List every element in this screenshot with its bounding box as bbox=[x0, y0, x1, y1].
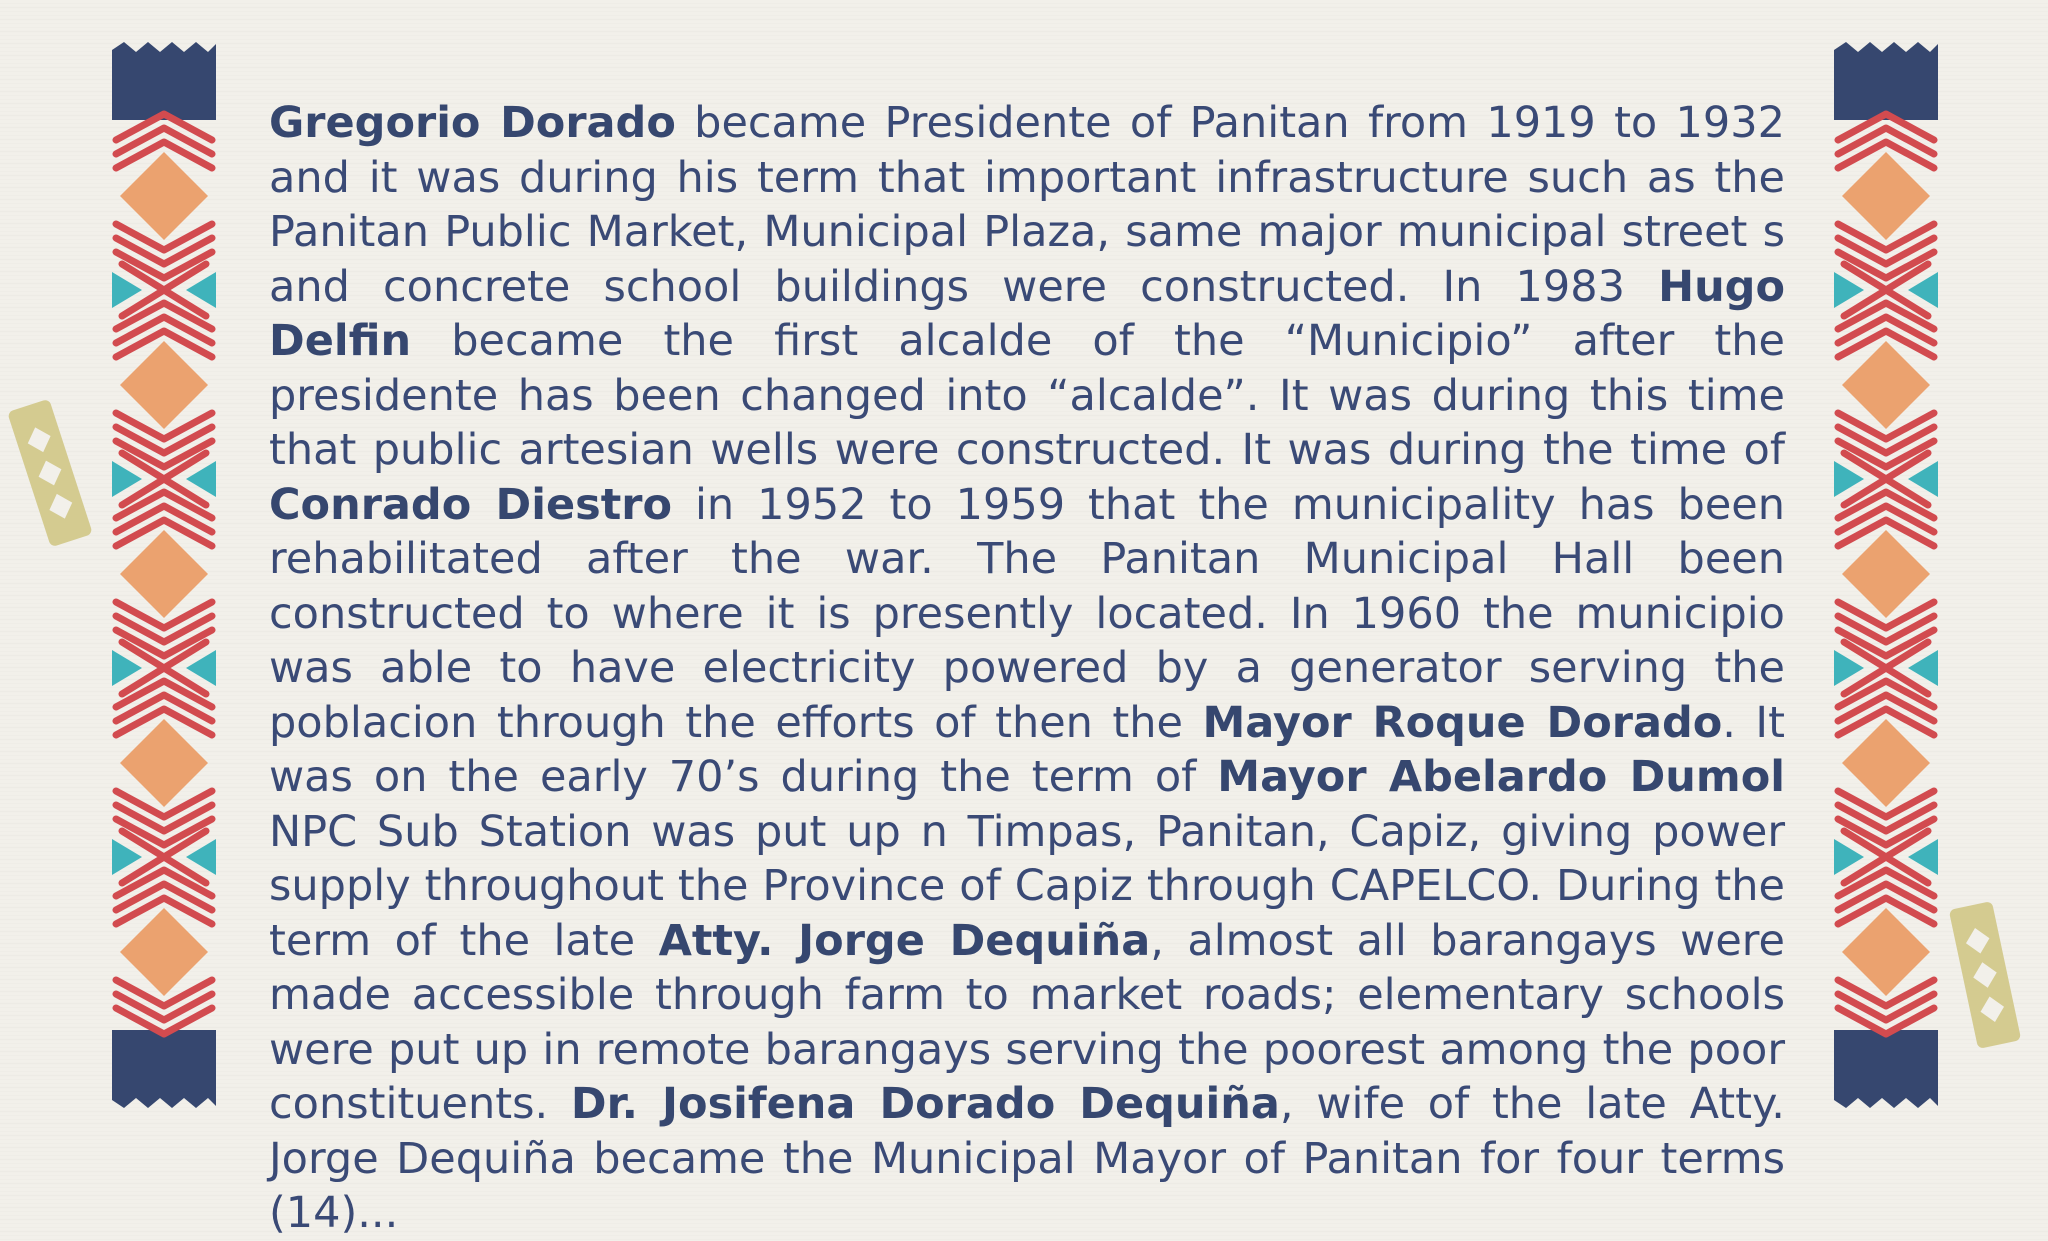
orange-diamond bbox=[1842, 908, 1930, 996]
orange-diamond bbox=[120, 530, 208, 618]
right-tribal-border bbox=[1830, 40, 1942, 1110]
navy-cap-top bbox=[112, 42, 216, 120]
text-run: in 1952 to 1959 that the municipality has been rehabilitated after the war. The Panitan Municipal Hall been constructed to where it is presently located. In 1960 the municipio was able to have electricity powered by a generator serving the poblacion through the efforts of then the bbox=[269, 479, 1785, 748]
bold-name: Mayor Roque Dorado bbox=[1202, 697, 1723, 748]
text-run: became Presidente of Panitan from 1919 to 1932 and it was during his term that important infrastructure such as the Panitan Public Market, Municipal Plaza, same major municipal street s and concrete school buildings were constructed. In 1983 bbox=[269, 98, 1785, 312]
text-run: NPC Sub Station was put up n Timpas, Panitan, Capiz, giving power supply throughout the Province of Capiz through CAPELCO. During the term of the late bbox=[269, 806, 1785, 966]
navy-cap-top bbox=[1834, 42, 1938, 120]
orange-diamond bbox=[1842, 341, 1930, 429]
text-run: , almost all barangays were made accessible through farm to market roads; elementary schools were put up in remote barangays serving the poorest among the poor constituents. bbox=[269, 915, 1785, 1129]
navy-cap-bottom bbox=[112, 1030, 216, 1108]
orange-diamond bbox=[120, 152, 208, 240]
navy-cap-bottom bbox=[1834, 1030, 1938, 1108]
orange-diamond bbox=[1842, 530, 1930, 618]
bold-name: Dr. Josifena Dorado Dequiña bbox=[570, 1079, 1280, 1129]
khaki-strip bbox=[1949, 901, 2022, 1049]
history-paragraph bbox=[269, 96, 1785, 1241]
khaki-strip bbox=[7, 399, 93, 548]
text-run: , wife of the late Atty. Jorge Dequiña became the Municipal Mayor of Panitan for four terms (14)... bbox=[269, 1079, 1785, 1238]
orange-diamond bbox=[120, 719, 208, 807]
orange-diamond bbox=[120, 341, 208, 429]
orange-diamond bbox=[1842, 719, 1930, 807]
orange-diamond bbox=[120, 908, 208, 996]
bold-name: Hugo Delfin bbox=[269, 261, 1785, 366]
text-run: . It was on the early 70’s during the term of bbox=[269, 697, 1785, 802]
text-run: became the first alcalde of the “Municipio” after the presidente has been changed into “alcalde”. It was during this time that public artesian wells were constructed. It was during the time of bbox=[269, 316, 1785, 475]
left-tribal-border bbox=[108, 40, 220, 1110]
bold-name: Mayor Abelardo Dumol bbox=[1217, 752, 1785, 802]
left-khaki-accent bbox=[0, 398, 100, 548]
bold-name: Gregorio Dorado bbox=[269, 98, 676, 148]
right-khaki-accent bbox=[1935, 900, 2035, 1050]
bold-name: Atty. Jorge Dequiña bbox=[658, 915, 1151, 966]
orange-diamond bbox=[1842, 152, 1930, 240]
bold-name: Conrado Diestro bbox=[269, 479, 673, 530]
